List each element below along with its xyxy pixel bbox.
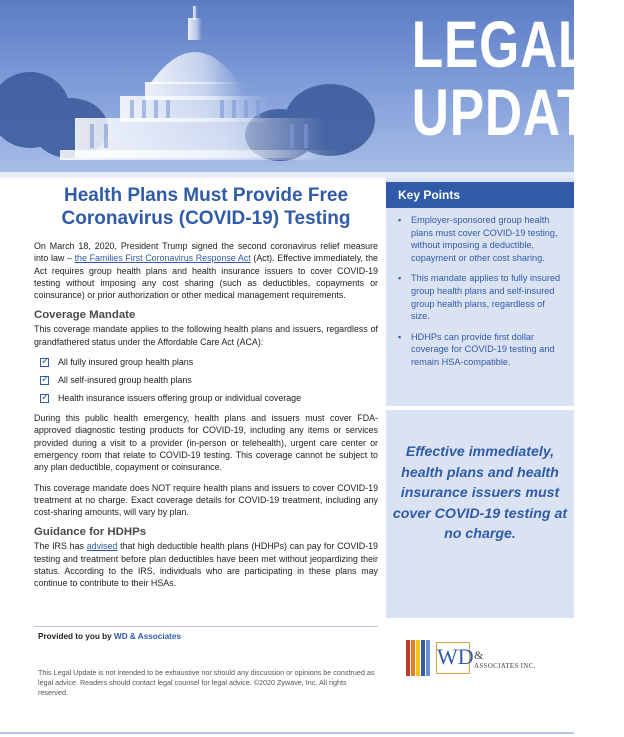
- logo-bar: [416, 640, 420, 676]
- coverage-heading: Coverage Mandate: [34, 309, 136, 322]
- provided-by: [38, 632, 181, 641]
- masthead-title-line1: LEGAL: [411, 7, 591, 81]
- coverage-paragraph: This coverage mandate does NOT require health plans and issuers to cover COVID-19 treatment at no charge. Exact coverage details for COVID-19 treatment, including any cost-sharing amounts, will vary by plan.: [34, 482, 378, 518]
- coverage-intro: This coverage mandate applies to the following health plans and issuers, regardless of grandfathered status under the Affordable Care Act (ACA):: [34, 324, 378, 347]
- logo-bar: [406, 640, 410, 676]
- logo-bar: [421, 640, 425, 676]
- checklist-label: Health insurance issuers offering group or individual coverage: [58, 393, 302, 404]
- key-point: ▪ Employer-sponsored group health plans must cover COVID-19 testing, without imposing a deductible, copayment or other cost sharing.: [396, 214, 566, 264]
- key-points-list: [396, 214, 566, 377]
- intro-text-cont: (Act). Effective immediately, the Act requires group health plans and health insurance issuers to cover COVID-19 testing without imposing any cost sharing (such as deductibles, copayments or coinsurance) or prior authorization or other medical management requirements.: [34, 253, 378, 301]
- footer-divider: [34, 626, 378, 627]
- provided-label: Provided to you by: [38, 632, 114, 641]
- coverage-paragraph: During this public health emergency, health plans and issuers must cover FDA-approved diagnostic testing products for COVID-19, including any items or services provided during a visit to a provider (in-person or telehealth), urgent care center or emergency room that relate to COVID-19 testing. This coverage cannot be subject to any plan deductible, copayment or coinsurance.: [34, 413, 378, 473]
- checklist-item: [40, 392, 378, 404]
- hdhp-heading: Guidance for HDHPs: [34, 526, 147, 539]
- logo-subtitle: ASSOCIATES INC.: [474, 662, 536, 670]
- ffcra-link[interactable]: the Families First Coronavirus Response Act: [74, 253, 251, 264]
- article: [34, 184, 378, 598]
- checklist-item: [40, 356, 378, 368]
- coverage-checklist: [40, 356, 378, 404]
- intro-text: On March 18, 2020, President Trump signed the second coronavirus relief measure into law –: [34, 241, 378, 264]
- page-bottom-rule: [0, 732, 574, 734]
- checkbox-checked-icon: [40, 394, 49, 403]
- firm-name: WD & Associates: [113, 632, 182, 641]
- key-points-heading: Key Points: [386, 182, 574, 208]
- hdhp-text: The IRS has: [34, 541, 87, 552]
- masthead-title-line2: UPDATE: [411, 75, 624, 149]
- pull-quote: Effective immediately, health plans and health insurance issuers must cover COVID-19 testing at no charge.: [392, 444, 568, 542]
- sidebar-divider: [386, 406, 574, 410]
- logo-bar: [426, 640, 430, 676]
- checkbox-checked-icon: [40, 358, 49, 367]
- firm-logo: [406, 640, 556, 680]
- checkbox-checked-icon: [40, 376, 49, 385]
- key-point: ▪ This mandate applies to fully insured group health plans and self-insured group health plans, regardless of size.: [396, 272, 566, 322]
- legal-disclaimer: This Legal Update is not intended to be exhaustive nor should any discussion or opinions be construed as legal advice. Readers should contact legal counsel for legal advice. ©2020 Zywave, Inc. All rights reserved.: [38, 668, 375, 697]
- article-headline: Health Plans Must Provide Free Coronavirus (COVID-19) Testing: [61, 185, 351, 229]
- checklist-label: All fully insured group health plans: [58, 357, 194, 368]
- irs-advised-link[interactable]: advised: [86, 541, 118, 552]
- hdhp-text-cont: that high deductible health plans (HDHPs) can pay for COVID-19 testing and treatment before plan deductibles have been met without jeopardizing their status. According to the IRS, individuals who are participating in these plans may continue to contribute to their HSAs.: [34, 541, 378, 589]
- hdhp-paragraph: [34, 540, 378, 589]
- logo-bar: [411, 640, 415, 676]
- masthead-title: [411, 7, 624, 149]
- key-point: ▪ HDHPs can provide first dollar coverage for COVID-19 testing and remain HSA-compatible.: [396, 331, 566, 369]
- checklist-label: All self-insured group health plans: [58, 375, 192, 386]
- logo-monogram: WD: [436, 642, 470, 674]
- masthead: [0, 0, 624, 178]
- intro-paragraph: [34, 240, 378, 301]
- checklist-item: [40, 374, 378, 386]
- logo-ampersand: &: [474, 648, 484, 662]
